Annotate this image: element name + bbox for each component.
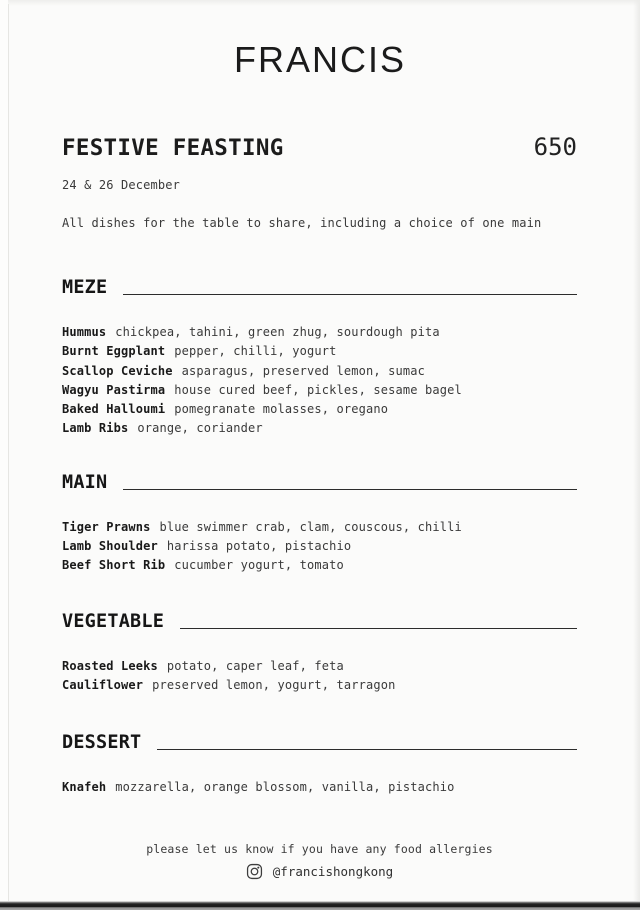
menu-title: FESTIVE FEASTING <box>62 135 284 161</box>
instagram-icon <box>246 863 263 880</box>
menu-item-name: Hummus <box>62 325 107 339</box>
menu-sections <box>62 278 577 798</box>
section-title: VEGETABLE <box>62 610 165 632</box>
section-underline <box>157 749 577 750</box>
menu-item-description: potato, caper leaf, feta <box>166 658 344 673</box>
menu-item-description: orange, coriander <box>137 421 263 436</box>
section-items <box>62 657 577 696</box>
menu-item <box>62 362 577 381</box>
menu-item-description: preserved lemon, yogurt, tarragon <box>152 677 396 692</box>
menu-item-description: mozzarella, orange blossom, vanilla, pistachio <box>115 780 455 795</box>
menu-item <box>62 400 577 419</box>
allergy-note: please let us know if you have any food allergies <box>146 841 493 856</box>
menu-item-description: pepper, chilli, yogurt <box>174 344 337 359</box>
menu-item <box>62 323 577 342</box>
section-items <box>62 518 577 576</box>
section-items <box>62 778 577 797</box>
menu-item-name: Knafeh <box>62 780 107 795</box>
menu-item <box>62 381 577 400</box>
menu-item <box>62 537 577 556</box>
menu-item-name: Cauliflower <box>62 677 144 692</box>
menu-item-name: Scallop Ceviche <box>62 363 173 378</box>
menu-item <box>62 556 577 575</box>
menu-item <box>62 342 577 361</box>
menu-item-name: Baked Halloumi <box>62 402 166 417</box>
section-title: MEZE <box>62 277 108 298</box>
menu-item-description: asparagus, preserved lemon, sumac <box>181 363 425 378</box>
menu-item-description: chickpea, tahini, green zhug, sourdough pita <box>115 325 440 339</box>
menu-item-name: Lamb Ribs <box>62 421 129 436</box>
menu-item-description: pomegranate molasses, oregano <box>174 402 389 417</box>
menu-item <box>62 657 577 676</box>
menu-footer <box>62 842 577 881</box>
restaurant-logo: FRANCIS <box>233 39 406 80</box>
menu-content <box>0 135 640 881</box>
menu-section-main <box>62 473 577 576</box>
section-title: DESSERT <box>62 732 142 754</box>
section-heading <box>62 612 577 631</box>
menu-item-name: Lamb Shoulder <box>62 539 158 554</box>
instagram-row <box>62 863 577 881</box>
section-items <box>62 323 577 439</box>
menu-section-vegetable <box>62 612 577 696</box>
menu-item <box>62 676 577 695</box>
menu-item-description: harissa potato, pistachio <box>166 539 352 554</box>
menu-header <box>62 135 577 160</box>
section-heading <box>62 733 577 752</box>
menu-sharing-note: All dishes for the table to share, including a choice of one main <box>62 216 542 230</box>
section-underline <box>123 489 577 490</box>
menu-item-name: Burnt Eggplant <box>62 344 166 359</box>
section-heading <box>62 278 577 297</box>
menu-price: 650 <box>533 133 577 161</box>
section-title: MAIN <box>62 471 108 493</box>
menu-item-description: blue swimmer crab, clam, couscous, chilli <box>159 519 462 534</box>
paper-edge-bottom <box>0 901 640 910</box>
menu-item <box>62 419 577 438</box>
menu-item-name: Beef Short Rib <box>62 558 166 573</box>
section-heading <box>62 473 577 492</box>
section-underline <box>123 294 577 295</box>
menu-item-name: Wagyu Pastirma <box>62 382 166 397</box>
instagram-handle: @francishongkong <box>272 863 394 879</box>
menu-section-meze <box>62 278 577 439</box>
menu-item-name: Roasted Leeks <box>62 658 158 673</box>
menu-item-description: house cured beef, pickles, sesame bagel <box>174 382 462 397</box>
menu-dates: 24 & 26 December <box>62 178 180 192</box>
menu-item-name: Tiger Prawns <box>62 519 151 534</box>
menu-item <box>62 518 577 537</box>
menu-item <box>62 778 577 797</box>
section-underline <box>180 628 577 629</box>
menu-item-description: cucumber yogurt, tomato <box>174 558 344 573</box>
menu-section-dessert <box>62 733 577 797</box>
